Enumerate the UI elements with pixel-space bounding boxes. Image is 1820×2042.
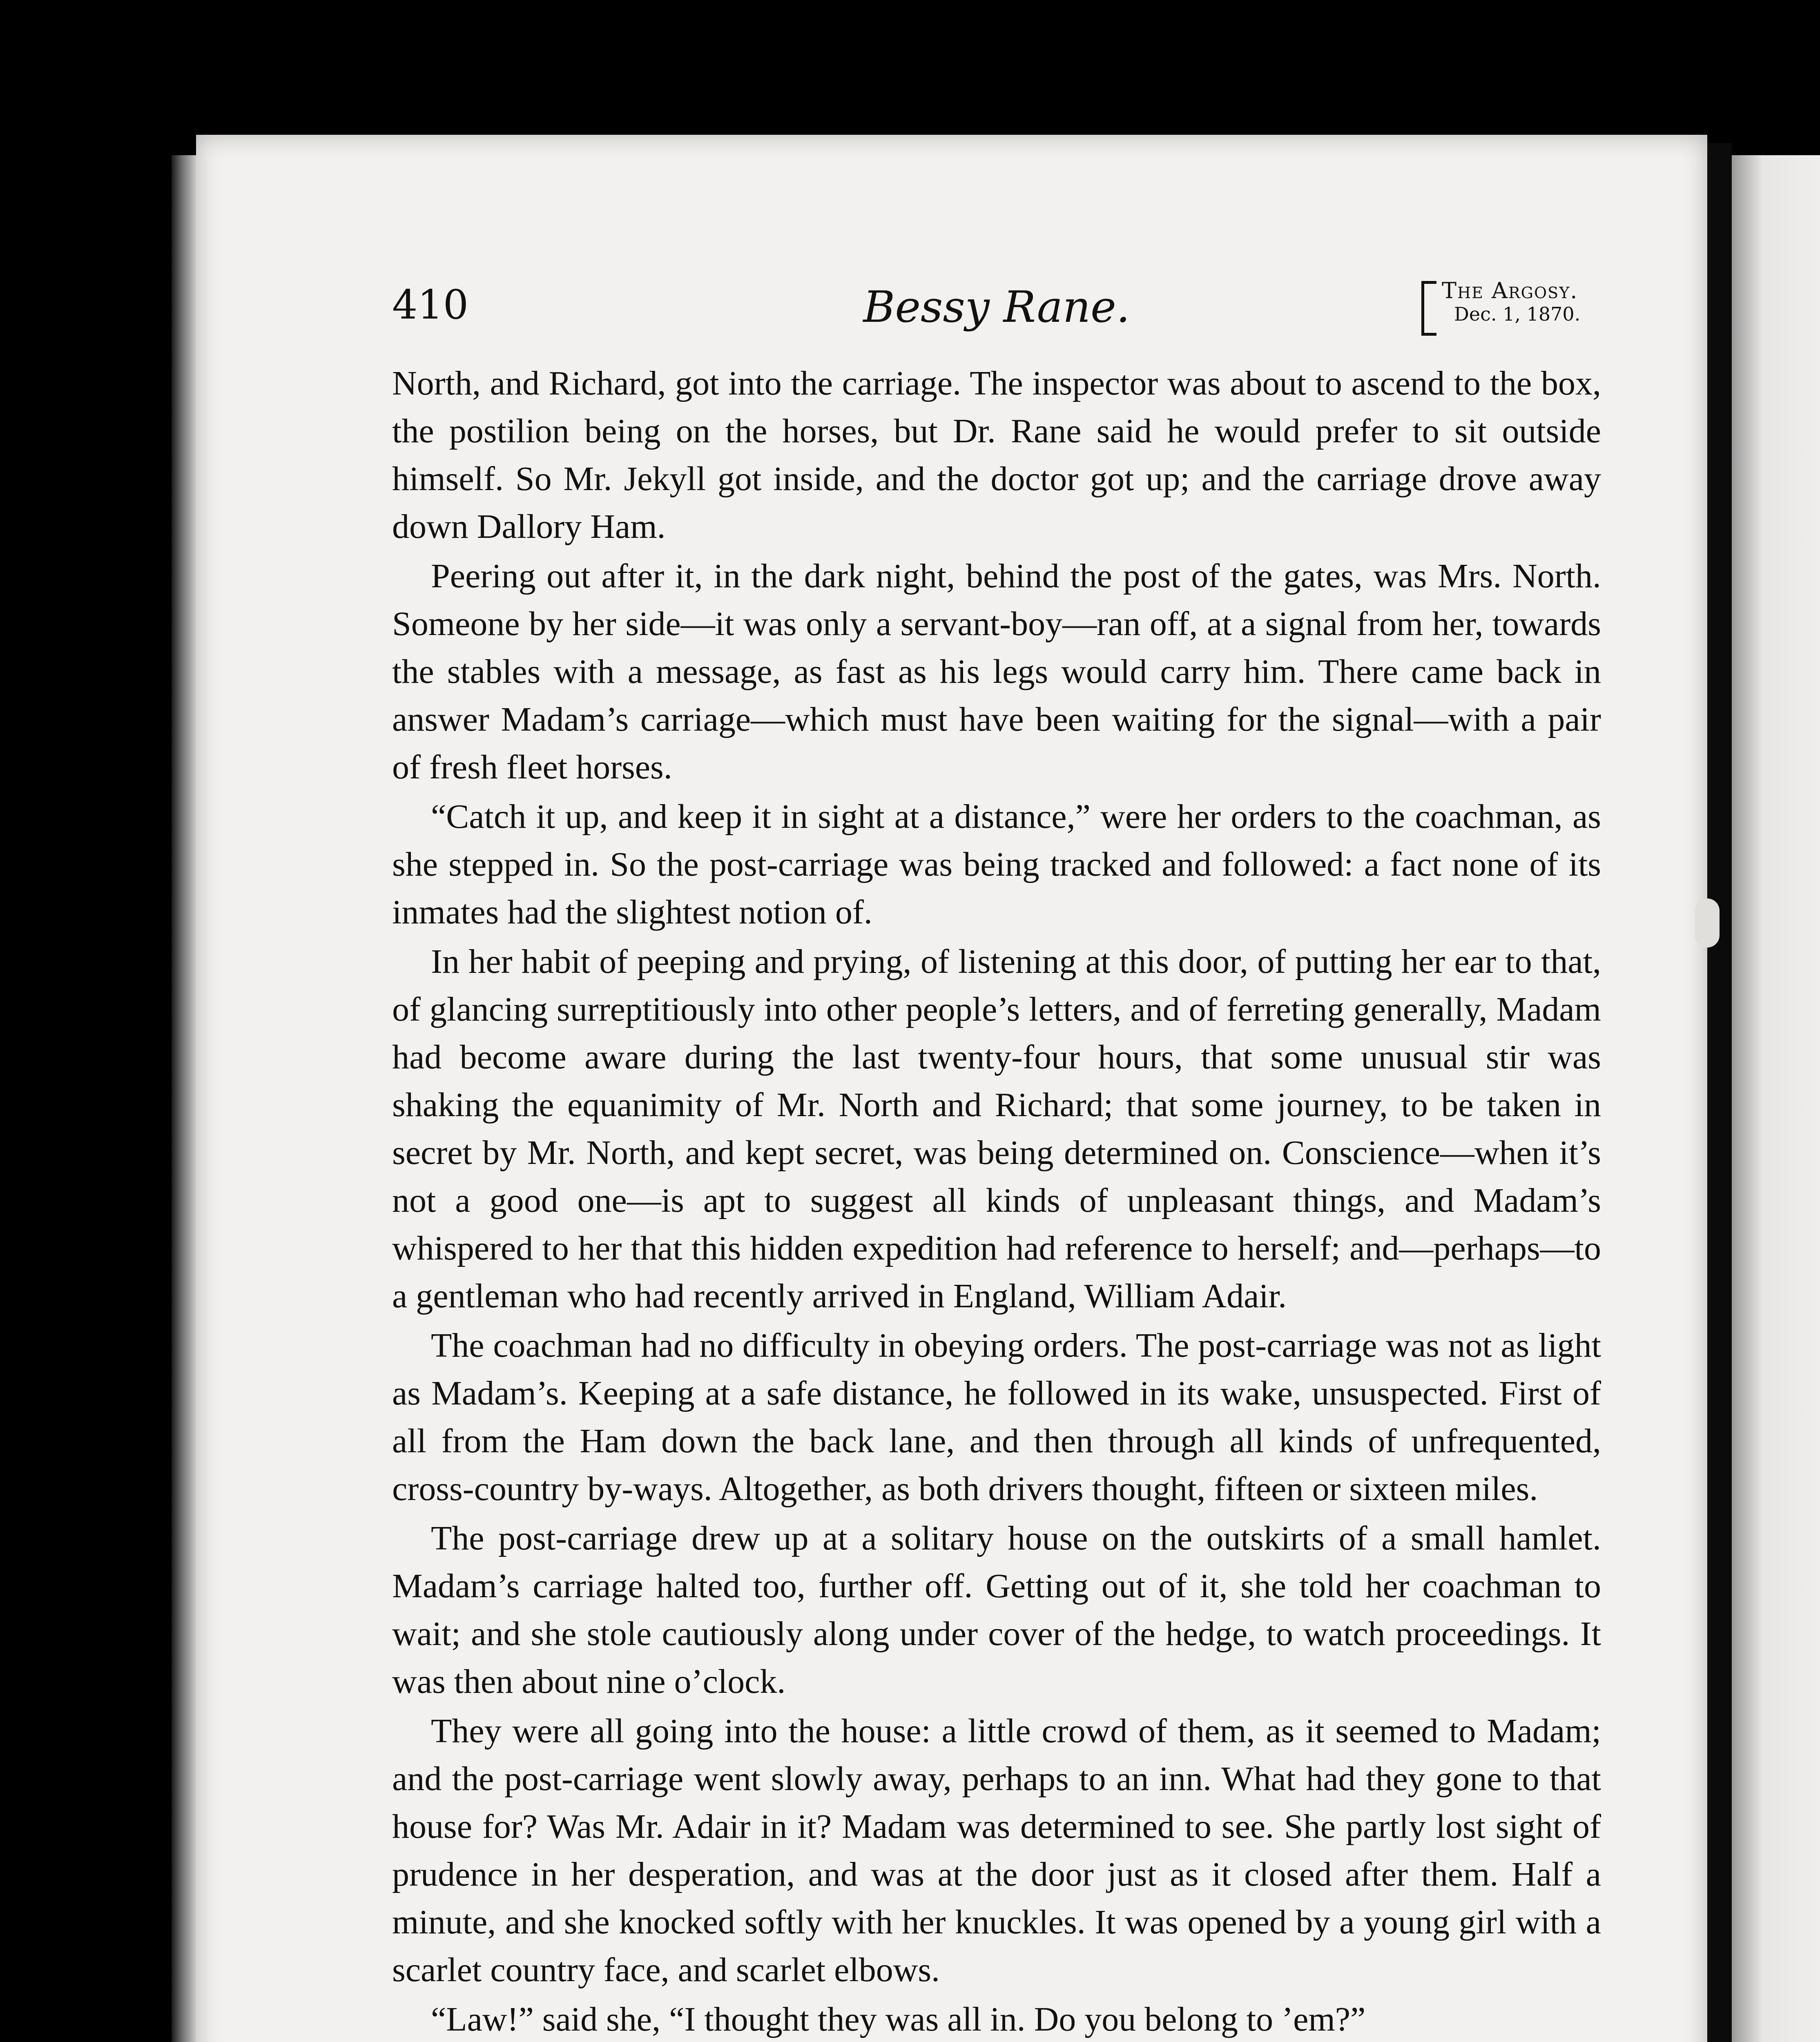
paragraph: “Catch it up, and keep it in sight at a distance,” were her orders to the coachman, as she stepped in. So the post-carriage was being tracked and followed: a fact none of its inmates had the slightest notion of. [392, 798, 1601, 931]
paragraph: The post-carriage drew up at a solitary house on the outskirts of a small hamlet. Madam’s carriage halted too, further off. Getting out of it, she told her coachman to wait; and she stole cautiously along under cover of the hedge, to watch proceedings. It was then about nine o’clock. [392, 1519, 1601, 1701]
paragraph: North, and Richard, got into the carriage. The inspector was about to ascend to the box, the postilion being on the horses, but Dr. Rane said he would prefer to sit outside himself. So Mr. Jekyll got inside, and the doctor got up; and the carriage drove away down Dallory Ham. [392, 364, 1601, 546]
journal-date: Dec. 1, 1870. [1454, 303, 1581, 325]
paragraph: They were all going into the house: a little crowd of them, as it seemed to Madam; and the post-carriage went slowly away, perhaps to an inn. What had they gone to that house for? Was Mr. Adair in it? Madam was determined to see. She partly lost sight of prudence in her desperation, and was at the door just as it closed after them. Half a minute, and she knocked softly with her knuckles. It was opened by a young girl with a scarlet country face, and scarlet elbows. [392, 1712, 1601, 1989]
paragraph: The coachman had no difficulty in obeying orders. The post-carriage was not as light as Madam’s. Keeping at a safe distance, he followed in its wake, unsuspected. First of all from the Ham down the back lane, and then through all kinds of unfrequented, cross-country by-ways. Altogether, as both drivers thought, fifteen or sixteen miles. [392, 1326, 1601, 1508]
page-gutter [1707, 143, 1732, 2042]
paragraph: Peering out after it, in the dark night, behind the post of the gates, was Mrs. North. Someone by her side—it was only a servant-boy—ran off, at a signal from her, towards the stables with a message, as fast as his legs would carry him. There came back in answer Madam’s carriage—which must have been waiting for the signal—with a pair of fresh fleet horses. [392, 557, 1601, 786]
page-clip-mark [1695, 898, 1720, 947]
bracket-mark [1421, 281, 1436, 336]
journal-name: The Argosy. [1442, 278, 1578, 303]
body-text [392, 359, 1601, 2042]
paragraph: In her habit of peeping and prying, of listening at this door, of putting her ear to that, of glancing surreptitiously into other people’s letters, and of ferreting generally, Madam had become aware during the last twenty-four hours, that some unusual stir was shaking the equanimity of Mr. North and Richard; that some journey, to be taken in secret by Mr. North, and kept secret, was being determined on. Conscience—when it’s not a good one—is apt to suggest all kinds of unpleasant things, and Madam’s whispered to her that this hidden expedition had reference to herself; and—perhaps—to a gentleman who had recently arrived in England, William Adair. [392, 943, 1601, 1315]
journal-reference [1421, 278, 1601, 331]
adjacent-page-edge [1732, 155, 1820, 2042]
page-header [392, 270, 1601, 351]
page-number: 410 [392, 282, 469, 328]
paragraph: “Law!” said she, “I thought they was all in. Do you belong to ’em?” [431, 2000, 1366, 2038]
book-spine-edge [172, 155, 196, 2042]
running-title: Bessy Rane. [863, 282, 1130, 332]
